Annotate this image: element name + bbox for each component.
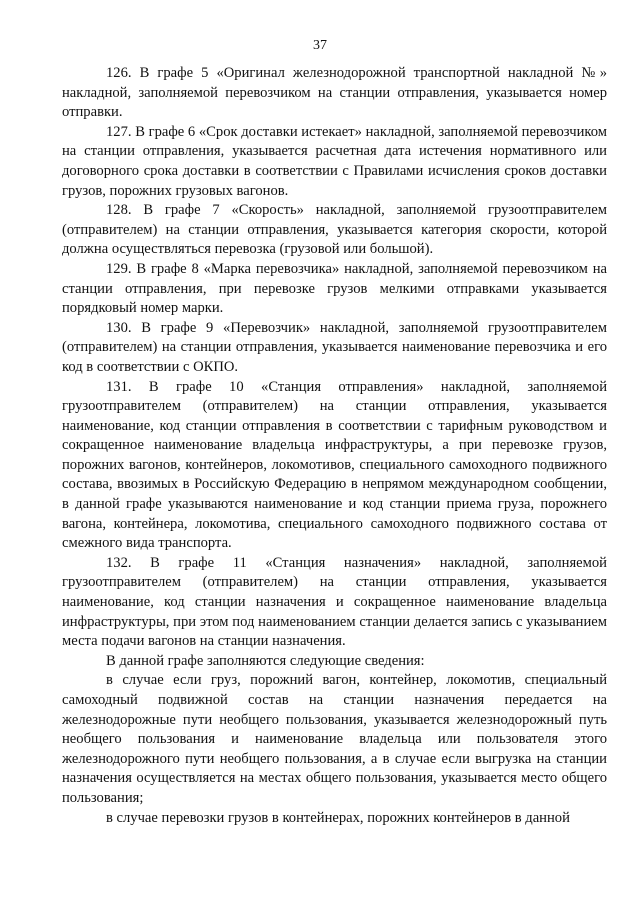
paragraph-case-unloading: в случае если груз, порожний вагон, контейнер, локомотив, специальный самоходный подвижной состав на станции назначения передается на железнодорожные пути необщего пользования, указывается железнодорожный путь необщего пользования и наименование владельца или пользователя этого железнодорожного пути необщего пользования, а в случае если выгрузка на станции назначения осуществляется на местах общего пользования, указывается место общего пользования; — [62, 672, 607, 806]
paragraph-131: 131. В графе 10 «Станция отправления» накладной, заполняемой грузоотправителем (отправителем) на станции отправления, указывается наименование, код станции отправления в соответствии с тарифным руководством и сокращенное наименование владельца инфраструктуры, а при перевозке грузов, порожних вагонов, контейнеров, локомотивов, специального самоходного подвижного состава, ввозимых в Российскую Федерацию в непрямом международном сообщении, в данной графе указываются наименование и код станции приема груза, порожнего вагона, контейнера, локомотива, специального самоходного подвижного состава от смежного вида транспорта. — [62, 378, 607, 552]
paragraph-126: 126. В графе 5 «Оригинал железнодорожной транспортной накладной №» накладной, заполняемой перевозчиком на станции отправления, указывается номер отправки. — [62, 65, 607, 121]
paragraph-132: 132. В графе 11 «Станция назначения» накладной, заполняемой грузоотправителем (отправителем) на станции отправления, указывается наименование, код станции назначения и сокращенное наименование владельца инфраструктуры, при этом под наименованием станции делается запись с указыванием места подачи вагонов на станции назначения. — [62, 554, 607, 650]
paragraph-130: 130. В графе 9 «Перевозчик» накладной, заполняемой грузоотправителем (отправителем) на станции отправления, указывается наименование перевозчика и его код в соответствии с ОКПО. — [62, 319, 607, 375]
paragraph-case-containers: в случае перевозки грузов в контейнерах, порожних контейнеров в данной — [106, 809, 570, 826]
paragraph-127: 127. В графе 6 «Срок доставки истекает» накладной, заполняемой перевозчиком на станции отправления, указывается расчетная дата истечения нормативного или договорного срока доставки в соответствии с Правилами исчисления сроков доставки грузов, порожних грузовых вагонов. — [62, 123, 607, 199]
paragraph-intro-list: В данной графе заполняются следующие сведения: — [106, 652, 425, 669]
document-body — [62, 64, 607, 828]
page-number: 37 — [313, 38, 327, 53]
paragraph-128: 128. В графе 7 «Скорость» накладной, заполняемой грузоотправителем (отправителем) на станции отправления, указывается категория скорости, которой должна осуществляться перевозка (грузовой или большой). — [62, 202, 607, 258]
paragraph-129: 129. В графе 8 «Марка перевозчика» накладной, заполняемой перевозчиком на станции отправления, при перевозке грузов мелкими отправками указывается порядковый номер марки. — [62, 260, 607, 317]
